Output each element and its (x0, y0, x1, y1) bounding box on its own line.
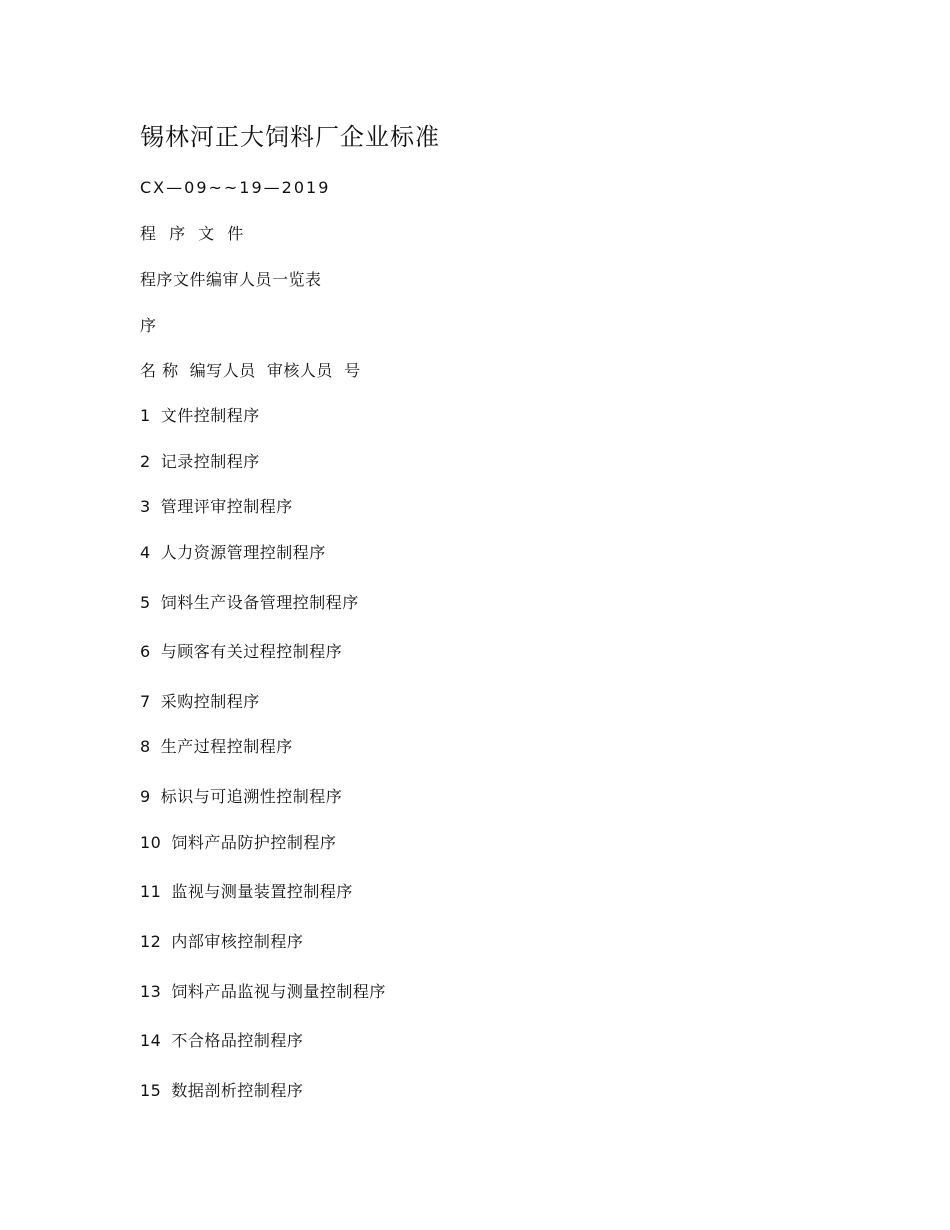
item-number: 10 (140, 833, 162, 852)
item-name: 不合格品控制程序 (171, 1031, 304, 1050)
list-item (140, 1030, 303, 1052)
item-number: 13 (140, 982, 162, 1001)
list-item (140, 405, 260, 427)
sequence-label: 序 (140, 316, 157, 335)
item-number: 3 (140, 497, 151, 516)
item-number: 1 (140, 406, 151, 425)
list-item (140, 981, 386, 1003)
item-name: 内部审核控制程序 (171, 932, 304, 951)
list-item (140, 931, 303, 953)
item-name: 饲料产品防护控制程序 (171, 833, 337, 852)
list-item (140, 592, 359, 614)
section-heading: 程 序 文 件 (140, 224, 248, 243)
list-item (140, 641, 342, 663)
item-name: 饲料生产设备管理控制程序 (160, 593, 359, 612)
item-number: 5 (140, 593, 151, 612)
item-name: 采购控制程序 (160, 692, 260, 711)
list-item (140, 451, 260, 473)
list-item (140, 881, 353, 903)
item-name: 文件控制程序 (160, 406, 260, 425)
table-title: 程序文件编审人员一览表 (140, 270, 322, 289)
list-item (140, 786, 342, 808)
item-name: 监视与测量装置控制程序 (171, 882, 353, 901)
item-number: 15 (140, 1081, 162, 1100)
list-item (140, 691, 260, 713)
table-header-row: 名 称 编写人员 审核人员 号 (140, 361, 361, 380)
item-number: 8 (140, 737, 151, 756)
item-name: 标识与可追溯性控制程序 (160, 787, 343, 806)
document-title: 锡林河正大饲料厂企业标准 (140, 123, 440, 151)
item-name: 数据剖析控制程序 (171, 1081, 304, 1100)
list-item (140, 832, 336, 854)
item-number: 4 (140, 543, 151, 562)
item-name: 生产过程控制程序 (160, 737, 293, 756)
item-name: 人力资源管理控制程序 (160, 543, 326, 562)
item-name: 饲料产品监视与测量控制程序 (171, 982, 386, 1001)
item-number: 9 (140, 787, 151, 806)
item-number: 11 (140, 882, 162, 901)
item-number: 2 (140, 452, 151, 471)
item-number: 6 (140, 642, 151, 661)
item-number: 7 (140, 692, 151, 711)
list-item (140, 1080, 303, 1102)
item-name: 记录控制程序 (160, 452, 260, 471)
item-name: 与顾客有关过程控制程序 (160, 642, 343, 661)
list-item (140, 542, 326, 564)
item-name: 管理评审控制程序 (160, 497, 293, 516)
item-number: 12 (140, 932, 162, 951)
item-number: 14 (140, 1031, 162, 1050)
list-item (140, 736, 293, 758)
list-item (140, 496, 293, 518)
document-code: CX—09~~19—2019 (140, 178, 331, 197)
